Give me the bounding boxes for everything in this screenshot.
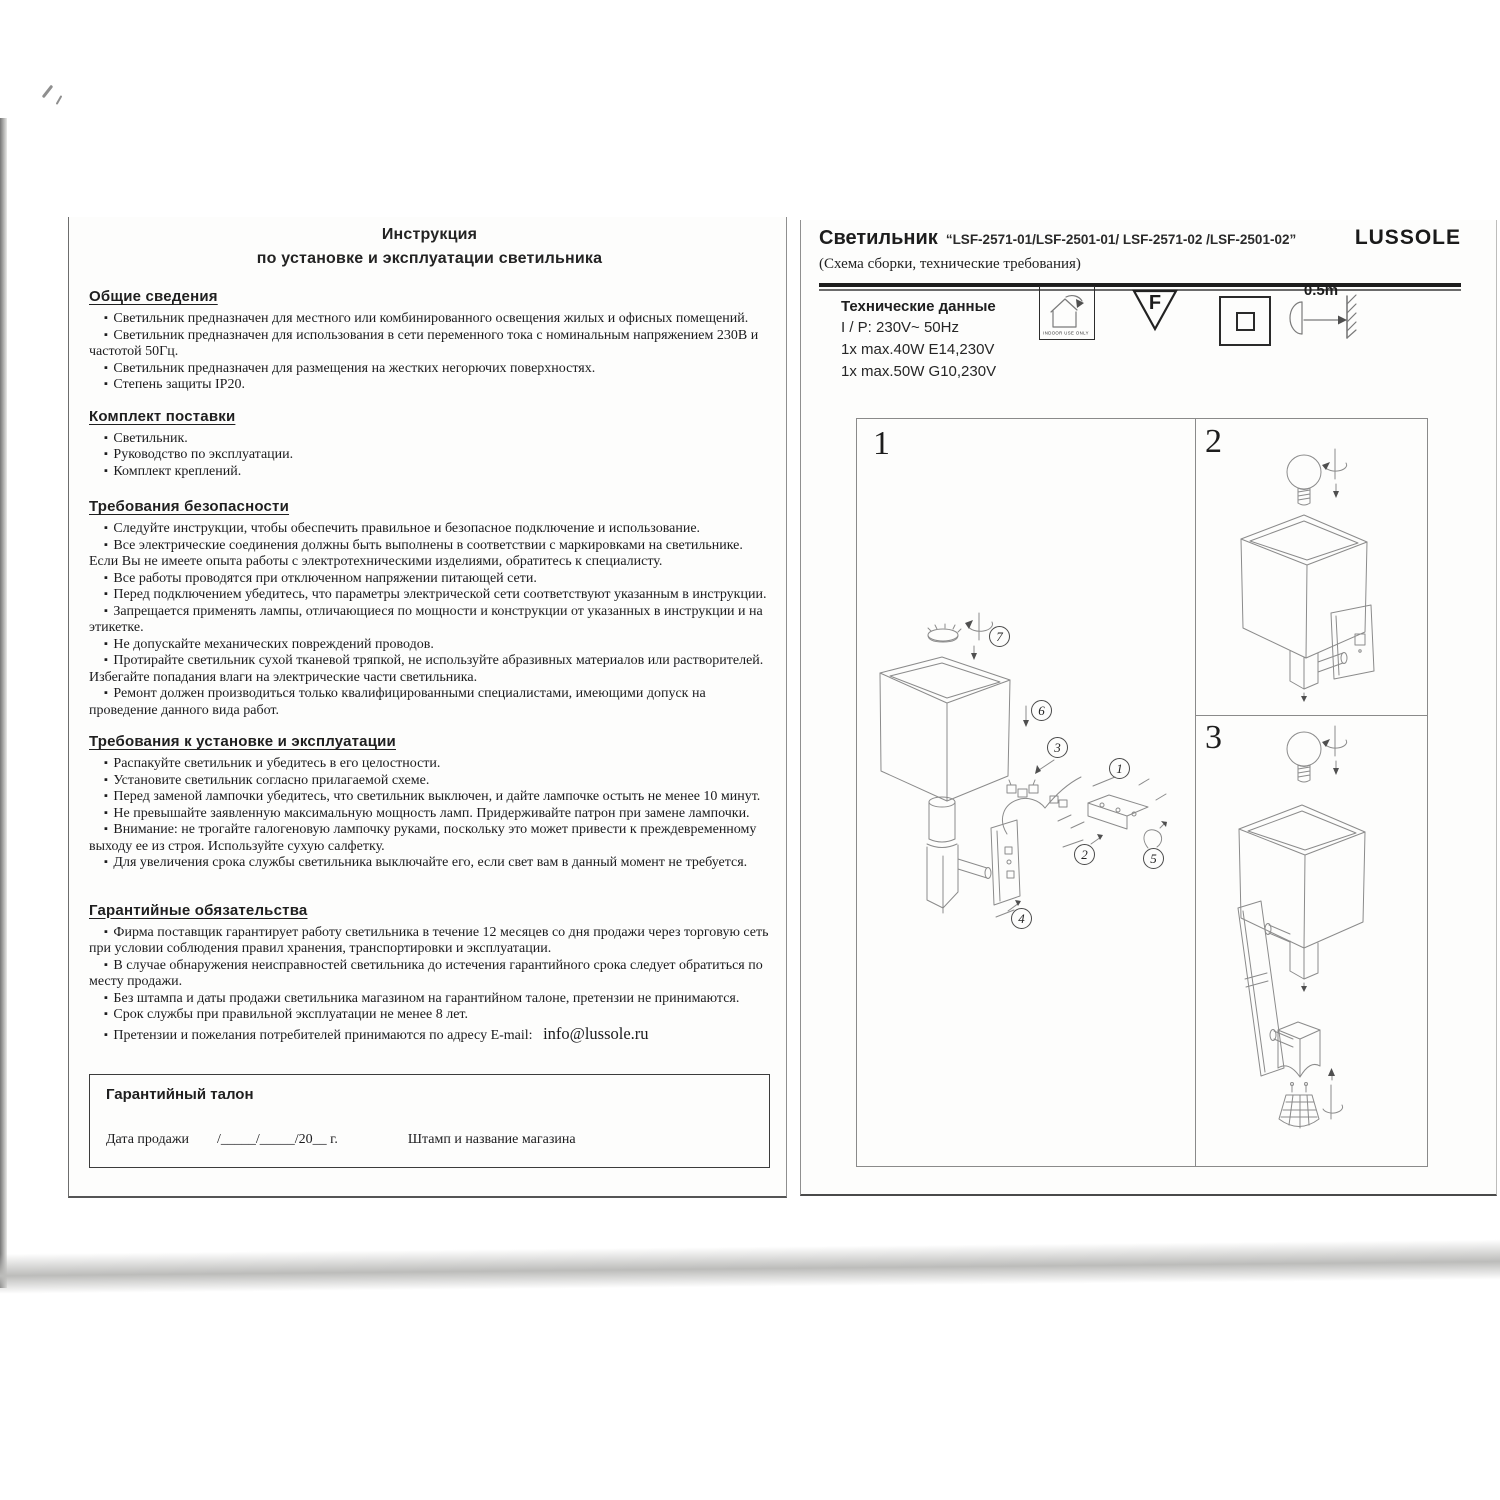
section-heading: Гарантийные обязательства [89, 901, 308, 919]
warranty-coupon-box [89, 1074, 770, 1168]
email-line [89, 1024, 770, 1045]
panel-label-3: 3 [1205, 719, 1222, 756]
list-item: ▪ Ремонт должен производиться только квалифицированными специалистами, имеющими допуск на проведение данного вида работ. [89, 686, 770, 719]
list-item: ▪ Комплект креплений. [89, 464, 770, 481]
technical-data-heading: Технические данные [841, 297, 996, 315]
page-title-line2: по установке и эксплуатации светильника [256, 250, 603, 267]
list-item: ▪ Не превышайте заявленную максимальную мощность ламп. Придерживайте патрон при замене лампочки. [89, 806, 770, 823]
bullet-list [89, 431, 770, 481]
list-item: ▪ Протирайте светильник сухой тканевой тряпкой, не используйте абразивных материалов или растворителей. Избегайте попадания влаги на электрические части светильника. [89, 653, 770, 686]
list-item: ▪ Запрещается применять лампы, отличающиеся по мощности и конструкции от указанных в инструкции и на этикетке. [89, 604, 770, 637]
scan-bottom-shadow [0, 1239, 1500, 1294]
scheme-subtitle: (Схема сборки, технические требования) [819, 256, 1081, 272]
class2-insulation-icon [1219, 296, 1271, 346]
callout-3: 3 [1047, 737, 1068, 758]
list-item: ▪ Установите светильник согласно прилагаемой схеме. [89, 773, 770, 790]
assembly-scheme-page [800, 220, 1497, 1196]
callout-2: 2 [1074, 844, 1095, 865]
callout-7: 7 [989, 626, 1010, 647]
list-item: ▪ Степень защиты IP20. [89, 377, 770, 394]
scan-edge-shadow [0, 118, 7, 1288]
panel-divider-horizontal [1195, 715, 1427, 716]
list-item: ▪ Для увеличения срока службы светильника выключайте его, если свет вам в данный момент не требуется. [89, 855, 770, 872]
bullet-list [89, 756, 770, 872]
callout-1: 1 [1109, 758, 1130, 779]
tech-line: I / P: 230V~ 50Hz [841, 318, 959, 336]
list-item: ▪ Все работы проводятся при отключенном напряжении питающей сети. [89, 571, 770, 588]
assembly-diagram [856, 418, 1428, 1167]
list-item: ▪ Фирма поставщик гарантирует работу светильника в течение 12 месяцев со дня продажи через торговую сеть при условии соблюдения правил хранения, транспортировки и эксплуатации. [89, 925, 770, 958]
callout-6: 6 [1031, 700, 1052, 721]
arrow-head [1338, 316, 1347, 325]
bullet-list [89, 311, 770, 394]
stamp-label: Штамп и название магазина [407, 1132, 576, 1147]
section-warranty [89, 902, 770, 1045]
list-item: ▪ Не допускайте механических повреждений проводов. [89, 637, 770, 654]
email-address: info@lussole.ru [543, 1023, 649, 1043]
f-mark-icon [1131, 287, 1179, 338]
two-light-lamp-drawing [1238, 726, 1365, 1128]
exploded-view-arrowheads [965, 620, 1167, 906]
diagram-drawing [857, 419, 1427, 1166]
model-numbers: “LSF-2571-01/LSF-2501-01/ LSF-2571-02 /LSF-2501-02” [945, 232, 1297, 247]
section-installation [89, 733, 770, 872]
section-heading: Требования безопасности [89, 498, 290, 515]
product-label: Светильник [819, 227, 938, 249]
list-item: ▪ Срок службы при правильной эксплуатации не менее 8 лет. [89, 1007, 770, 1024]
indoor-use-only-icon [1039, 286, 1095, 340]
section-heading: Общие сведения [89, 288, 218, 305]
sale-date-label: Дата продажи [106, 1132, 189, 1147]
single-lamp-drawing [1241, 449, 1374, 697]
list-item: ▪ Светильник предназначен для размещения на жестких негорючих поверхностях. [89, 361, 770, 378]
distance-glyph [1290, 295, 1356, 338]
tech-line: 1x max.40W E14,230V [841, 340, 995, 358]
list-item: ▪ Внимание: не трогайте галогеновую лампочку руками, поскольку это может привести к преждевременному выходу ее из строя. Используйте сухую салфетку. [89, 822, 770, 855]
section-safety [89, 498, 770, 719]
list-item: ▪ Руководство по эксплуатации. [89, 447, 770, 464]
list-item: ▪ Перед подключением убедитесь, что параметры электрической сети соответствуют указанным в инструкции. [89, 587, 770, 604]
warranty-date-row [106, 1132, 753, 1148]
callout-4: 4 [1011, 908, 1032, 929]
pen-mark [56, 95, 63, 105]
list-item: ▪ Светильник. [89, 431, 770, 448]
list-item: ▪ Перед заменой лампочки убедитесь, что светильник выключен, и дайте лампочке остыть не менее 10 минут. [89, 789, 770, 806]
sale-date-blanks: /_____/_____/20__ г. [217, 1132, 338, 1147]
section-general [89, 288, 770, 394]
scheme-title-row [819, 226, 1461, 250]
list-item: ▪ Следуйте инструкции, чтобы обеспечить правильное и безопасное подключение и использование. [89, 521, 770, 538]
pen-mark [42, 85, 54, 99]
bullet-list [89, 925, 770, 1024]
list-item: ▪ Распакуйте светильник и убедитесь в его целостности. [89, 756, 770, 773]
indoor-use-caption: INDOOR USE ONLY [1043, 330, 1089, 336]
arrow-into-house [1076, 299, 1084, 308]
list-item: ▪ Светильник предназначен для местного или комбинированного освещения жилых и офисных помещений. [89, 311, 770, 328]
list-item: ▪ В случае обнаружения неисправностей светильника до истечения гарантийного срока следует обратиться по месту продажи. [89, 958, 770, 991]
min-distance-icon [1284, 280, 1366, 353]
class2-inner-square [1236, 312, 1255, 331]
warranty-coupon-title: Гарантийный талон [106, 1086, 254, 1103]
page-title-line1: Инструкция [381, 226, 478, 243]
list-item: ▪ Без штампа и даты продажи светильника магазином на гарантийном талоне, претензии не принимаются. [89, 991, 770, 1008]
bullet-list [89, 521, 770, 719]
email-label: Претензии и пожелания потребителей принимаются по адресу E-mail: [113, 1027, 533, 1043]
instruction-page [68, 217, 787, 1198]
brand-logo: LUSSOLE [1354, 226, 1461, 249]
list-item: ▪ Светильник предназначен для использования в сети переменного тока с номинальным напряжением 230В и частотой 50Гц. [89, 328, 770, 361]
callout-5: 5 [1143, 848, 1164, 869]
panel-divider-vertical [1195, 419, 1196, 1166]
list-item: ▪ Все электрические соединения должны быть выполнены в соответствии с маркировками на светильнике. Если Вы не имеете опыта работы с электротехническими изделиями, обратитесь к специалисту. [89, 538, 770, 571]
panel-label-1: 1 [873, 425, 890, 462]
tech-line: 1x max.50W G10,230V [841, 362, 997, 380]
f-mark-letter: F [1148, 292, 1162, 314]
section-heading: Требования к установке и эксплуатации [89, 733, 396, 750]
distance-label: 0.5m [1303, 282, 1339, 299]
panel-label-2: 2 [1205, 423, 1222, 460]
section-heading: Комплект поставки [89, 407, 236, 425]
section-package [89, 408, 770, 481]
